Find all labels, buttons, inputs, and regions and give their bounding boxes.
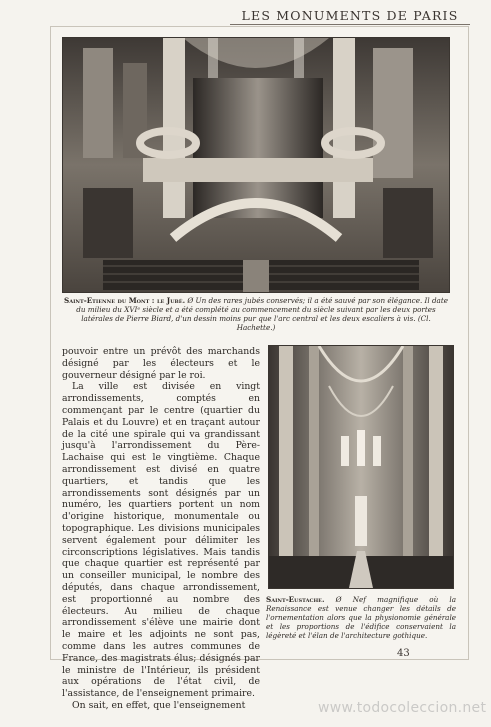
body-paragraph-1: pouvoir entre un prévôt des marchands désigné par les électeurs et le gouverneur désigné par le roi. — [62, 346, 260, 381]
photo-saint-etienne-jube — [62, 37, 450, 293]
header-rule — [230, 24, 470, 25]
page-number: 43 — [397, 648, 410, 659]
caption-right — [266, 595, 456, 640]
caption-top-text: Ø Un des rares jubés conservés; il a été sauvé par son élégance. Il date du milieu du XVIᵉ siècle et a été complété au commencement du siècle suivant par les deux portes latérales de Pierre Biard, d'un dessin moins pur que l'arc central et les deux escaliers à vis. (Cl. Hachette.) — [76, 296, 448, 332]
caption-right-lead: Saint-Eustache. — [266, 595, 325, 604]
caption-top — [62, 296, 450, 332]
photo-saint-eustache — [268, 345, 454, 589]
jube-illustration — [63, 38, 449, 292]
eustache-illustration — [269, 346, 453, 588]
caption-top-lead: Saint-Etienne du Mont : le Jubé. — [64, 296, 186, 305]
body-paragraph-2: La ville est divisée en vingt arrondissements, comptés en commençant par le centre (quartier du Palais et du Louvre) et en traçant autour de la cité une spirale qui va grandissant jusqu'à l'arrondissement du Père-Lachaise qui est le vingtième. Chaque arrondissement est divisé en quatre quartiers, et tandis que les arrondissements sont désignés par un numéro, les quartiers portent un nom d'origine historique, monumentale ou topographique. Les divisions municipales servent également pour délimiter les circonscriptions législatives. Mais tandis que chaque quartier est représenté par un conseiller municipal, le nombre des députés, dans chaque arrondissement, est proportionné au nombre des électeurs. Au milieu de chaque arrondissement s'élève une mairie dont le maire et les adjoints ne sont pas, comme dans les autres communes de France, des magistrats élus; désignés par le ministre de l'Intérieur, ils président aux opérations de l'état civil, de l'assistance, de l'enseignement primaire. — [62, 381, 260, 700]
caption-right-text: Ø Nef magnifique où la Renaissance est venue changer les détails de l'ornementation alors que la physionomie générale et les proportions de l'édifice conservaient la légèreté et l'élan de l'architecture gothique. — [266, 595, 456, 640]
body-paragraph-3: On sait, en effet, que l'enseignement — [72, 699, 246, 711]
watermark: www.todocoleccion.net — [318, 700, 487, 716]
body-text-column — [62, 346, 260, 712]
running-head: LES MONUMENTS DE PARIS — [241, 8, 459, 23]
